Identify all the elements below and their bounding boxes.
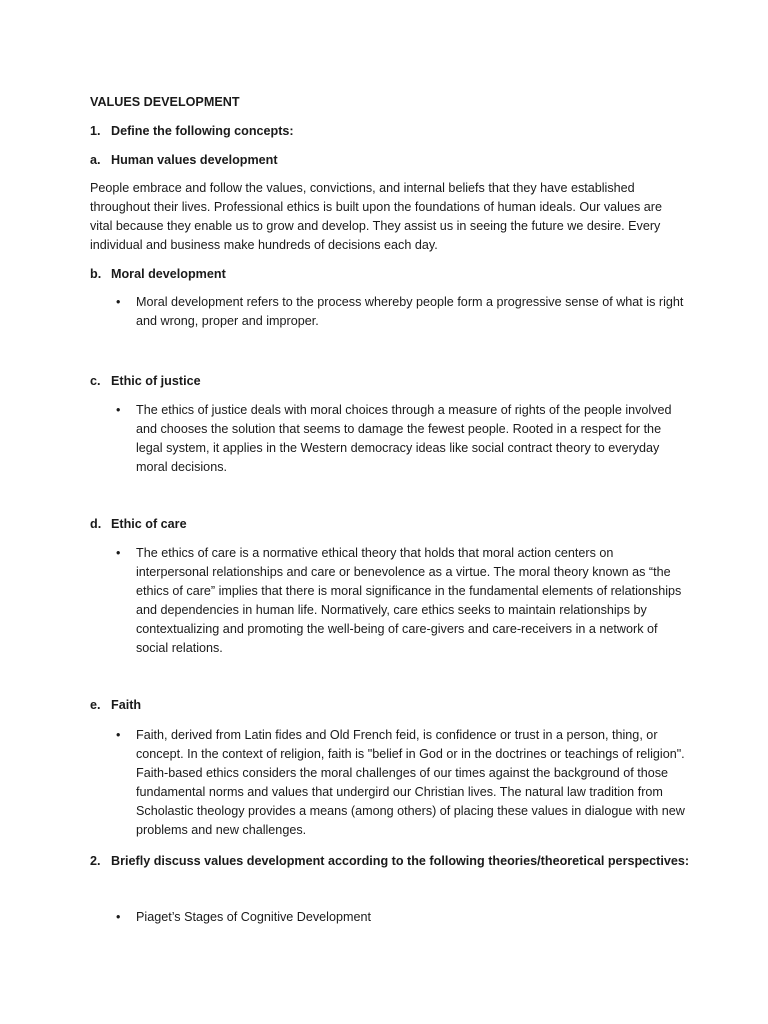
section-d-title: Ethic of care bbox=[111, 517, 187, 531]
section-d-bullet-text: The ethics of care is a normative ethical theory that holds that moral action centers on interpersonal relationships and care or benevolence as a virtue. The moral theory known as “the ethics of care” implies that there is moral significance in the fundamental elements of relationships and dependencies in human life. Normatively, care ethics seeks to maintain relationships by contextualizing and promoting the well-being of care-givers and care-receivers in a network of social relations. bbox=[136, 546, 682, 655]
question-2-bullet bbox=[116, 908, 686, 927]
question-2-number: 2. bbox=[90, 854, 101, 868]
section-c-bullet-text: The ethics of justice deals with moral choices through a measure of rights of the people involved and chooses the solution that seems to damage the fewest people. Rooted in a respect for the legal system, it applies in the Western democracy ideas like social contract theory to everyday moral decisions. bbox=[136, 403, 672, 474]
section-c-heading bbox=[90, 372, 201, 391]
section-b-letter: b. bbox=[90, 267, 102, 281]
section-d-heading bbox=[90, 515, 187, 534]
section-c-bullet bbox=[116, 401, 686, 477]
question-2-bullet-text: Piaget’s Stages of Cognitive Development bbox=[136, 910, 371, 924]
bullet-glyph: • bbox=[116, 403, 121, 417]
section-c-title: Ethic of justice bbox=[111, 374, 201, 388]
section-a-letter: a. bbox=[90, 153, 101, 167]
bullet-glyph: • bbox=[116, 910, 121, 924]
question-2 bbox=[90, 852, 710, 871]
question-1-number: 1. bbox=[90, 124, 101, 138]
section-e-bullet-text: Faith, derived from Latin fides and Old French feid, is confidence or trust in a person, thing, or concept. In the context of religion, faith is "belief in God or in the doctrines or teachings of religion". Faith-based ethics considers the moral challenges of our times against the background of those fundamental norms and values that undergird our Christian lives. The natural law tradition from Scholastic theology provides a means (among others) of placing these values in dialogue with new problems and new challenges. bbox=[136, 728, 685, 837]
section-a-heading bbox=[90, 151, 278, 170]
section-e-letter: e. bbox=[90, 698, 101, 712]
section-e-title: Faith bbox=[111, 698, 142, 712]
question-1 bbox=[90, 122, 294, 141]
section-a-paragraph: People embrace and follow the values, convictions, and internal beliefs that they have established throughout their lives. Professional ethics is built upon the foundations of human ideals. Our values are vital because they enable us to grow and develop. They assist us in seeing the future we desire. Every individual and business make hundreds of decisions each day. bbox=[90, 181, 662, 252]
section-d-bullet bbox=[116, 544, 686, 658]
section-e-heading bbox=[90, 696, 141, 715]
section-d-letter: d. bbox=[90, 517, 102, 531]
document-heading: VALUES DEVELOPMENT bbox=[90, 95, 240, 109]
question-2-label: Briefly discuss values development according to the following theories/theoretical perspectives: bbox=[111, 854, 690, 868]
section-b-title: Moral development bbox=[111, 267, 226, 281]
bullet-glyph: • bbox=[116, 728, 121, 742]
section-a-title: Human values development bbox=[111, 153, 278, 167]
bullet-glyph: • bbox=[116, 295, 121, 309]
section-e-bullet bbox=[116, 726, 686, 840]
question-1-label: Define the following concepts: bbox=[111, 124, 294, 138]
section-b-heading bbox=[90, 265, 226, 284]
section-c-letter: c. bbox=[90, 374, 101, 388]
bullet-glyph: • bbox=[116, 546, 121, 560]
section-b-bullet-text: Moral development refers to the process whereby people form a progressive sense of what is right and wrong, proper and improper. bbox=[136, 295, 684, 328]
section-b-bullet bbox=[116, 293, 686, 331]
